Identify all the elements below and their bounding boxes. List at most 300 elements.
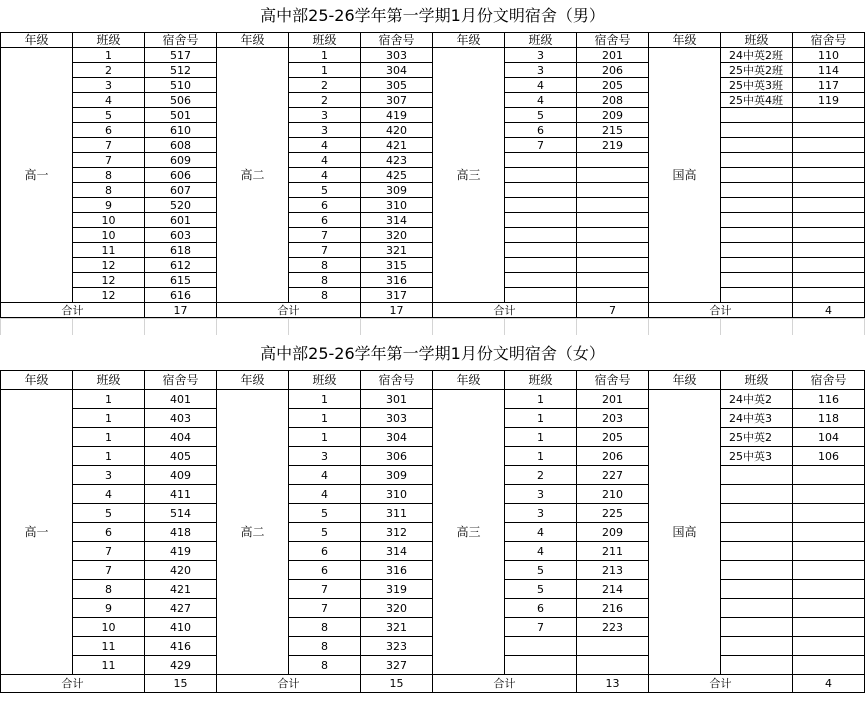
room-cell: 612 — [145, 258, 217, 273]
header-row — [1, 371, 865, 390]
room-cell: 216 — [577, 599, 649, 618]
header-class: 班级 — [289, 371, 361, 390]
room-cell: 227 — [577, 466, 649, 485]
room-cell: 320 — [361, 228, 433, 243]
room-cell — [793, 561, 865, 580]
class-cell: 3 — [73, 466, 145, 485]
room-cell — [577, 153, 649, 168]
class-cell — [721, 599, 793, 618]
class-cell: 3 — [505, 63, 577, 78]
class-cell — [721, 243, 793, 258]
room-cell: 304 — [361, 428, 433, 447]
header-room: 宿舍号 — [577, 371, 649, 390]
class-cell — [721, 637, 793, 656]
class-cell: 5 — [505, 108, 577, 123]
header-grade: 年级 — [1, 371, 73, 390]
room-cell: 427 — [145, 599, 217, 618]
class-cell — [721, 542, 793, 561]
class-cell: 8 — [289, 288, 361, 303]
room-cell: 310 — [361, 485, 433, 504]
room-cell: 608 — [145, 138, 217, 153]
class-cell: 1 — [289, 390, 361, 409]
room-cell — [793, 138, 865, 153]
room-cell: 104 — [793, 428, 865, 447]
room-cell — [793, 580, 865, 599]
room-cell: 403 — [145, 409, 217, 428]
room-cell: 205 — [577, 428, 649, 447]
class-cell: 7 — [289, 599, 361, 618]
room-cell: 520 — [145, 198, 217, 213]
room-cell: 116 — [793, 390, 865, 409]
room-cell: 618 — [145, 243, 217, 258]
class-cell: 25中英2班 — [721, 63, 793, 78]
class-cell: 1 — [73, 48, 145, 63]
class-cell: 1 — [505, 428, 577, 447]
room-cell: 205 — [577, 78, 649, 93]
class-cell: 1 — [73, 447, 145, 466]
room-cell: 223 — [577, 618, 649, 637]
room-cell — [793, 618, 865, 637]
class-cell — [505, 198, 577, 213]
class-cell: 5 — [505, 580, 577, 599]
class-cell: 5 — [73, 108, 145, 123]
room-cell: 119 — [793, 93, 865, 108]
room-cell: 615 — [145, 273, 217, 288]
room-cell: 210 — [577, 485, 649, 504]
header-grade: 年级 — [1, 33, 73, 48]
room-cell — [793, 273, 865, 288]
class-cell: 8 — [289, 618, 361, 637]
room-cell: 203 — [577, 409, 649, 428]
total-row — [1, 303, 865, 318]
grade-cell: 国高 — [649, 48, 721, 303]
room-cell: 117 — [793, 78, 865, 93]
class-cell: 8 — [73, 168, 145, 183]
class-cell — [721, 485, 793, 504]
room-cell: 418 — [145, 523, 217, 542]
room-cell: 607 — [145, 183, 217, 198]
room-cell: 311 — [361, 504, 433, 523]
room-cell — [793, 599, 865, 618]
room-cell: 316 — [361, 273, 433, 288]
room-cell — [793, 108, 865, 123]
class-cell: 3 — [73, 78, 145, 93]
room-cell — [577, 243, 649, 258]
class-cell: 8 — [73, 183, 145, 198]
header-room: 宿舍号 — [793, 33, 865, 48]
class-cell: 6 — [505, 123, 577, 138]
grade-cell: 国高 — [649, 390, 721, 675]
room-cell — [577, 258, 649, 273]
room-cell — [577, 198, 649, 213]
room-cell: 323 — [361, 637, 433, 656]
room-cell — [793, 168, 865, 183]
class-cell: 8 — [289, 637, 361, 656]
class-cell — [721, 466, 793, 485]
room-cell: 305 — [361, 78, 433, 93]
class-cell: 6 — [505, 599, 577, 618]
room-cell: 409 — [145, 466, 217, 485]
class-cell: 6 — [289, 561, 361, 580]
class-cell — [505, 273, 577, 288]
class-cell: 7 — [505, 618, 577, 637]
class-cell: 7 — [73, 561, 145, 580]
room-cell: 404 — [145, 428, 217, 447]
room-cell: 321 — [361, 243, 433, 258]
class-cell: 5 — [505, 561, 577, 580]
class-cell — [721, 288, 793, 303]
class-cell — [721, 108, 793, 123]
room-cell — [793, 637, 865, 656]
room-cell: 214 — [577, 580, 649, 599]
class-cell: 25中英2 — [721, 428, 793, 447]
class-cell — [721, 561, 793, 580]
class-cell: 8 — [289, 656, 361, 675]
room-cell: 514 — [145, 504, 217, 523]
room-cell: 118 — [793, 409, 865, 428]
room-cell: 401 — [145, 390, 217, 409]
class-cell: 3 — [289, 108, 361, 123]
class-cell: 24中英2 — [721, 390, 793, 409]
total-value: 15 — [145, 675, 217, 693]
class-cell: 24中英2班 — [721, 48, 793, 63]
class-cell: 5 — [289, 504, 361, 523]
room-cell: 225 — [577, 504, 649, 523]
class-cell: 4 — [289, 168, 361, 183]
class-cell — [721, 504, 793, 523]
male-dorm-title: 高中部25-26学年第一学期1月份文明宿舍（男） — [260, 6, 605, 25]
room-cell: 206 — [577, 447, 649, 466]
class-cell — [721, 123, 793, 138]
table-row — [1, 48, 865, 63]
class-cell: 2 — [73, 63, 145, 78]
total-value: 17 — [145, 303, 217, 318]
header-class: 班级 — [289, 33, 361, 48]
total-label: 合计 — [217, 675, 361, 693]
class-cell — [505, 656, 577, 675]
room-cell: 215 — [577, 123, 649, 138]
class-cell — [721, 523, 793, 542]
room-cell — [577, 273, 649, 288]
header-class: 班级 — [73, 371, 145, 390]
room-cell — [577, 637, 649, 656]
class-cell: 7 — [289, 580, 361, 599]
room-cell: 209 — [577, 108, 649, 123]
total-row — [1, 675, 865, 693]
class-cell: 1 — [289, 48, 361, 63]
room-cell: 320 — [361, 599, 433, 618]
class-cell: 4 — [289, 485, 361, 504]
grade-cell: 高三 — [433, 48, 505, 303]
room-cell: 301 — [361, 390, 433, 409]
class-cell: 3 — [505, 485, 577, 504]
grade-cell: 高二 — [217, 390, 289, 675]
room-cell — [793, 258, 865, 273]
room-cell: 110 — [793, 48, 865, 63]
room-cell: 610 — [145, 123, 217, 138]
room-cell: 314 — [361, 213, 433, 228]
class-cell: 7 — [73, 138, 145, 153]
room-cell — [793, 466, 865, 485]
room-cell: 304 — [361, 63, 433, 78]
class-cell — [721, 198, 793, 213]
room-cell: 114 — [793, 63, 865, 78]
room-cell: 506 — [145, 93, 217, 108]
total-value: 4 — [793, 675, 865, 693]
header-room: 宿舍号 — [361, 371, 433, 390]
class-cell — [505, 258, 577, 273]
room-cell — [793, 542, 865, 561]
class-cell: 10 — [73, 618, 145, 637]
class-cell: 3 — [505, 504, 577, 523]
total-label: 合计 — [1, 675, 145, 693]
class-cell — [721, 618, 793, 637]
room-cell: 420 — [361, 123, 433, 138]
room-cell — [793, 243, 865, 258]
room-cell: 309 — [361, 183, 433, 198]
class-cell: 11 — [73, 243, 145, 258]
class-cell — [505, 168, 577, 183]
room-cell — [577, 183, 649, 198]
room-cell: 208 — [577, 93, 649, 108]
class-cell: 25中英4班 — [721, 93, 793, 108]
class-cell: 6 — [289, 542, 361, 561]
class-cell: 12 — [73, 258, 145, 273]
room-cell — [577, 168, 649, 183]
room-cell: 307 — [361, 93, 433, 108]
class-cell: 4 — [505, 523, 577, 542]
class-cell: 3 — [289, 447, 361, 466]
female-dorm-title: 高中部25-26学年第一学期1月份文明宿舍（女） — [260, 344, 605, 363]
class-cell: 1 — [73, 390, 145, 409]
room-cell: 421 — [145, 580, 217, 599]
room-cell: 609 — [145, 153, 217, 168]
room-cell: 517 — [145, 48, 217, 63]
room-cell: 312 — [361, 523, 433, 542]
total-value: 13 — [577, 675, 649, 693]
room-cell: 303 — [361, 48, 433, 63]
room-cell: 213 — [577, 561, 649, 580]
class-cell: 1 — [505, 409, 577, 428]
female-dorm-table — [0, 370, 865, 693]
header-class: 班级 — [505, 33, 577, 48]
room-cell: 616 — [145, 288, 217, 303]
class-cell: 9 — [73, 198, 145, 213]
room-cell: 429 — [145, 656, 217, 675]
class-cell: 4 — [289, 138, 361, 153]
header-grade: 年级 — [217, 33, 289, 48]
class-cell: 4 — [289, 466, 361, 485]
class-cell — [721, 228, 793, 243]
total-label: 合计 — [433, 303, 577, 318]
class-cell — [721, 273, 793, 288]
class-cell: 7 — [289, 243, 361, 258]
room-cell: 419 — [145, 542, 217, 561]
grade-cell: 高二 — [217, 48, 289, 303]
class-cell — [505, 243, 577, 258]
class-cell: 12 — [73, 273, 145, 288]
class-cell: 4 — [505, 93, 577, 108]
header-class: 班级 — [721, 371, 793, 390]
class-cell — [721, 138, 793, 153]
class-cell — [721, 168, 793, 183]
class-cell: 10 — [73, 213, 145, 228]
class-cell: 3 — [505, 48, 577, 63]
room-cell: 321 — [361, 618, 433, 637]
header-grade: 年级 — [433, 371, 505, 390]
total-value: 7 — [577, 303, 649, 318]
room-cell: 421 — [361, 138, 433, 153]
class-cell — [721, 213, 793, 228]
class-cell: 2 — [505, 466, 577, 485]
class-cell — [505, 153, 577, 168]
room-cell: 510 — [145, 78, 217, 93]
grade-cell: 高一 — [1, 48, 73, 303]
room-cell — [793, 153, 865, 168]
room-cell — [577, 213, 649, 228]
class-cell: 5 — [289, 183, 361, 198]
class-cell: 2 — [289, 93, 361, 108]
room-cell: 425 — [361, 168, 433, 183]
class-cell: 4 — [505, 542, 577, 561]
class-cell — [505, 213, 577, 228]
room-cell — [793, 123, 865, 138]
room-cell: 319 — [361, 580, 433, 599]
class-cell — [505, 288, 577, 303]
class-cell: 1 — [505, 447, 577, 466]
header-class: 班级 — [505, 371, 577, 390]
class-cell: 6 — [73, 123, 145, 138]
class-cell — [505, 228, 577, 243]
class-cell: 11 — [73, 637, 145, 656]
room-cell — [793, 213, 865, 228]
header-class: 班级 — [73, 33, 145, 48]
class-cell: 1 — [289, 63, 361, 78]
class-cell: 1 — [505, 390, 577, 409]
room-cell: 606 — [145, 168, 217, 183]
class-cell: 8 — [289, 258, 361, 273]
room-cell: 314 — [361, 542, 433, 561]
header-grade: 年级 — [433, 33, 505, 48]
total-value: 17 — [361, 303, 433, 318]
header-class: 班级 — [721, 33, 793, 48]
room-cell: 601 — [145, 213, 217, 228]
room-cell: 317 — [361, 288, 433, 303]
class-cell: 8 — [73, 580, 145, 599]
class-cell: 1 — [73, 409, 145, 428]
room-cell: 106 — [793, 447, 865, 466]
class-cell: 7 — [73, 542, 145, 561]
class-cell: 24中英3 — [721, 409, 793, 428]
room-cell: 501 — [145, 108, 217, 123]
grade-cell: 高三 — [433, 390, 505, 675]
class-cell: 10 — [73, 228, 145, 243]
class-cell — [721, 183, 793, 198]
room-cell: 206 — [577, 63, 649, 78]
table-row — [1, 390, 865, 409]
room-cell: 411 — [145, 485, 217, 504]
class-cell: 7 — [505, 138, 577, 153]
room-cell — [793, 485, 865, 504]
class-cell: 25中英3班 — [721, 78, 793, 93]
class-cell — [505, 183, 577, 198]
room-cell: 211 — [577, 542, 649, 561]
header-grade: 年级 — [217, 371, 289, 390]
total-value: 4 — [793, 303, 865, 318]
room-cell: 219 — [577, 138, 649, 153]
room-cell — [793, 198, 865, 213]
room-cell: 416 — [145, 637, 217, 656]
total-label: 合计 — [649, 675, 793, 693]
class-cell: 1 — [73, 428, 145, 447]
room-cell: 315 — [361, 258, 433, 273]
room-cell: 420 — [145, 561, 217, 580]
room-cell: 201 — [577, 390, 649, 409]
class-cell: 6 — [289, 213, 361, 228]
room-cell — [793, 228, 865, 243]
total-label: 合计 — [1, 303, 145, 318]
class-cell: 12 — [73, 288, 145, 303]
room-cell: 419 — [361, 108, 433, 123]
room-cell: 512 — [145, 63, 217, 78]
class-cell: 11 — [73, 656, 145, 675]
class-cell — [721, 656, 793, 675]
class-cell: 7 — [73, 153, 145, 168]
room-cell — [577, 288, 649, 303]
room-cell: 306 — [361, 447, 433, 466]
class-cell: 6 — [73, 523, 145, 542]
class-cell: 1 — [289, 409, 361, 428]
class-cell: 6 — [289, 198, 361, 213]
room-cell — [793, 288, 865, 303]
class-cell: 4 — [73, 485, 145, 504]
total-label: 合计 — [217, 303, 361, 318]
room-cell: 423 — [361, 153, 433, 168]
class-cell: 7 — [289, 228, 361, 243]
total-label: 合计 — [649, 303, 793, 318]
room-cell: 309 — [361, 466, 433, 485]
room-cell — [793, 656, 865, 675]
room-cell: 201 — [577, 48, 649, 63]
room-cell: 303 — [361, 409, 433, 428]
class-cell: 4 — [73, 93, 145, 108]
male-dorm-table — [0, 32, 865, 318]
room-cell — [793, 504, 865, 523]
room-cell — [793, 183, 865, 198]
room-cell: 405 — [145, 447, 217, 466]
class-cell: 3 — [289, 123, 361, 138]
header-room: 宿舍号 — [145, 33, 217, 48]
class-cell: 8 — [289, 273, 361, 288]
room-cell — [577, 656, 649, 675]
class-cell — [721, 258, 793, 273]
total-label: 合计 — [433, 675, 577, 693]
room-cell: 327 — [361, 656, 433, 675]
room-cell — [793, 523, 865, 542]
class-cell: 4 — [505, 78, 577, 93]
class-cell: 5 — [73, 504, 145, 523]
class-cell: 2 — [289, 78, 361, 93]
header-room: 宿舍号 — [361, 33, 433, 48]
header-row — [1, 33, 865, 48]
class-cell: 4 — [289, 153, 361, 168]
header-room: 宿舍号 — [793, 371, 865, 390]
header-grade: 年级 — [649, 33, 721, 48]
class-cell — [721, 580, 793, 599]
room-cell: 316 — [361, 561, 433, 580]
class-cell: 25中英3 — [721, 447, 793, 466]
room-cell: 209 — [577, 523, 649, 542]
